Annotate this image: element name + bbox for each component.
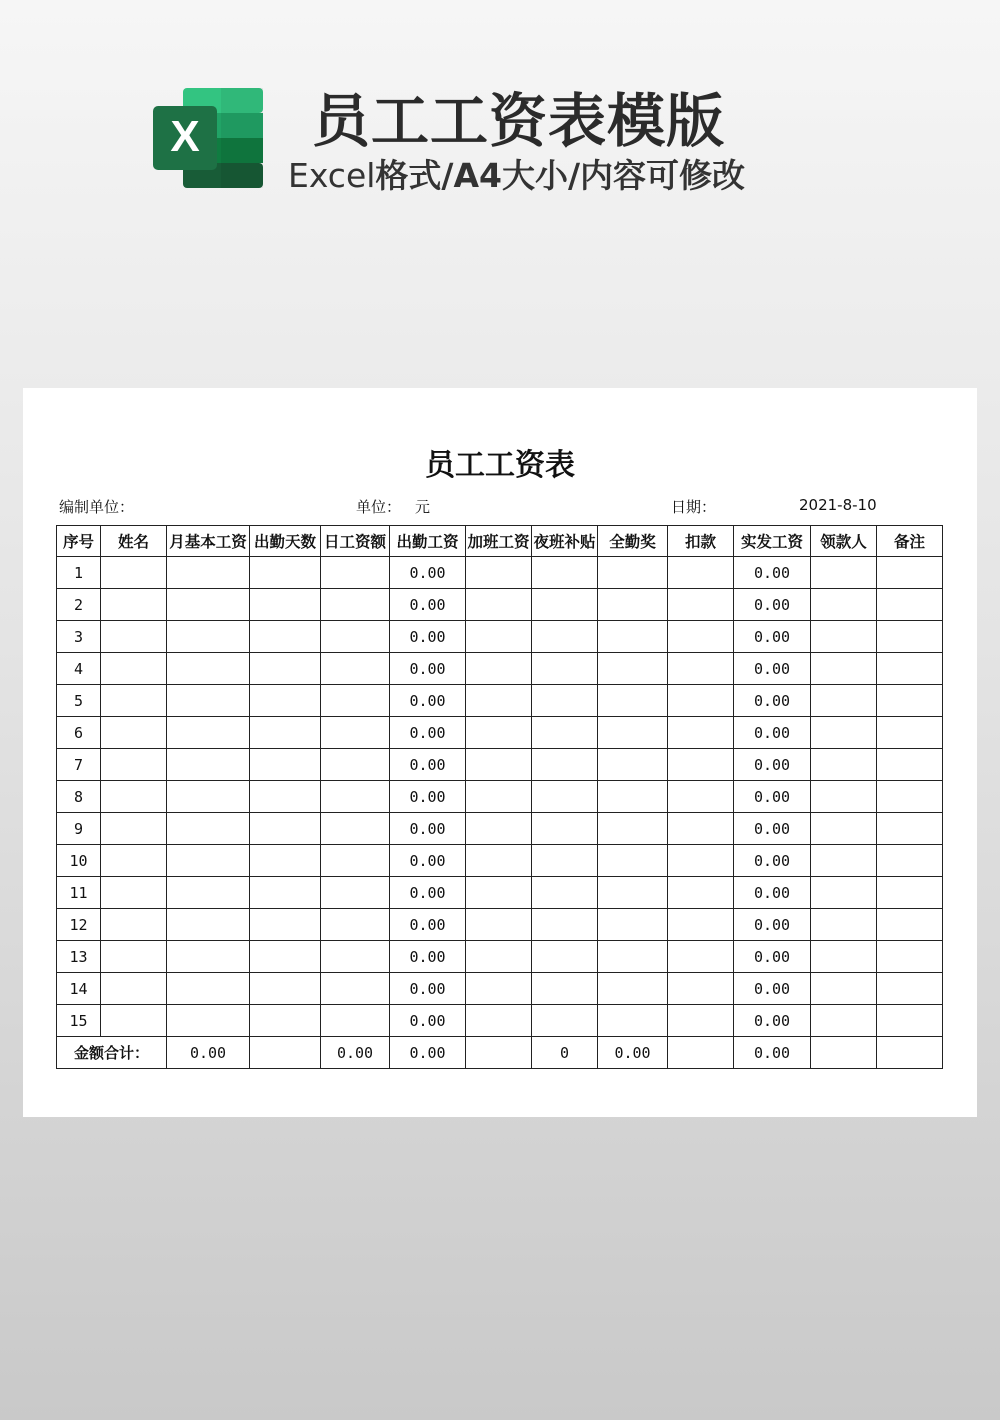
- table-cell[interactable]: [811, 845, 877, 877]
- table-cell[interactable]: 0.00: [734, 909, 811, 941]
- table-cell[interactable]: 0.00: [734, 589, 811, 621]
- table-cell[interactable]: 0.00: [734, 1005, 811, 1037]
- table-cell[interactable]: 0.00: [734, 621, 811, 653]
- total-cell[interactable]: [877, 1037, 943, 1069]
- table-cell[interactable]: [250, 781, 321, 813]
- table-cell[interactable]: [598, 685, 668, 717]
- table-cell[interactable]: [250, 845, 321, 877]
- table-cell[interactable]: [811, 749, 877, 781]
- table-cell[interactable]: 0.00: [734, 749, 811, 781]
- table-cell[interactable]: [811, 589, 877, 621]
- table-cell[interactable]: [532, 685, 598, 717]
- table-cell[interactable]: [598, 621, 668, 653]
- table-cell[interactable]: [877, 685, 943, 717]
- table-cell[interactable]: [668, 1005, 734, 1037]
- table-cell[interactable]: [250, 909, 321, 941]
- unit-label: 单位：: [356, 498, 402, 516]
- table-cell[interactable]: [811, 1005, 877, 1037]
- table-cell[interactable]: 0.00: [734, 781, 811, 813]
- table-cell[interactable]: [877, 1005, 943, 1037]
- table-cell[interactable]: 1: [57, 557, 101, 589]
- table-cell[interactable]: [532, 557, 598, 589]
- table-cell[interactable]: [668, 685, 734, 717]
- total-cell[interactable]: 0.00: [167, 1037, 250, 1069]
- table-cell[interactable]: [167, 973, 250, 1005]
- table-cell[interactable]: [598, 557, 668, 589]
- table-cell[interactable]: [321, 749, 390, 781]
- table-cell[interactable]: [250, 941, 321, 973]
- logo-letter: X: [170, 112, 200, 161]
- table-cell[interactable]: 2: [57, 589, 101, 621]
- column-header: 月基本工资: [167, 526, 250, 557]
- table-row: [57, 781, 943, 813]
- table-cell[interactable]: [250, 621, 321, 653]
- table-cell[interactable]: [250, 653, 321, 685]
- table-cell[interactable]: [668, 813, 734, 845]
- table-cell[interactable]: [598, 749, 668, 781]
- table-cell[interactable]: [250, 973, 321, 1005]
- table-cell[interactable]: [101, 1005, 167, 1037]
- table-cell[interactable]: [466, 557, 532, 589]
- table-cell[interactable]: [668, 749, 734, 781]
- table-cell[interactable]: [321, 717, 390, 749]
- table-row: [57, 717, 943, 749]
- table-row: [57, 845, 943, 877]
- table-cell[interactable]: [466, 845, 532, 877]
- table-cell[interactable]: [532, 1005, 598, 1037]
- table-row: [57, 653, 943, 685]
- table-cell[interactable]: [598, 909, 668, 941]
- table-cell[interactable]: [877, 813, 943, 845]
- column-header: 备注: [877, 526, 943, 557]
- date-label: 日期：: [671, 498, 717, 516]
- salary-table: [56, 525, 943, 1069]
- table-cell[interactable]: [598, 845, 668, 877]
- table-cell[interactable]: [101, 557, 167, 589]
- table-cell[interactable]: 0.00: [390, 941, 466, 973]
- table-cell[interactable]: [598, 589, 668, 621]
- table-cell[interactable]: [101, 909, 167, 941]
- table-cell[interactable]: 0.00: [390, 877, 466, 909]
- table-cell[interactable]: [250, 557, 321, 589]
- table-cell[interactable]: [877, 653, 943, 685]
- table-cell[interactable]: 0.00: [390, 717, 466, 749]
- table-cell[interactable]: [101, 973, 167, 1005]
- table-cell[interactable]: [466, 685, 532, 717]
- table-cell[interactable]: [321, 909, 390, 941]
- table-cell[interactable]: 0.00: [390, 653, 466, 685]
- table-cell[interactable]: 0.00: [734, 973, 811, 1005]
- table-cell[interactable]: [466, 781, 532, 813]
- table-cell[interactable]: [598, 813, 668, 845]
- table-cell[interactable]: 9: [57, 813, 101, 845]
- table-cell[interactable]: 0.00: [734, 941, 811, 973]
- table-cell[interactable]: [668, 845, 734, 877]
- table-row: [57, 685, 943, 717]
- table-cell[interactable]: [167, 717, 250, 749]
- table-cell[interactable]: [877, 941, 943, 973]
- banner-subtitle: [288, 150, 745, 197]
- table-cell[interactable]: 0.00: [390, 813, 466, 845]
- banner-subtitle-cn: 格式/A4大小/内容可修改: [375, 156, 746, 195]
- column-header: 夜班补贴: [532, 526, 598, 557]
- table-cell[interactable]: [321, 589, 390, 621]
- table-cell[interactable]: 4: [57, 653, 101, 685]
- table-cell[interactable]: [668, 621, 734, 653]
- table-cell[interactable]: [668, 941, 734, 973]
- table-cell[interactable]: [250, 685, 321, 717]
- table-cell[interactable]: [167, 877, 250, 909]
- column-header: 全勤奖: [598, 526, 668, 557]
- table-cell[interactable]: [167, 1005, 250, 1037]
- table-cell[interactable]: [167, 845, 250, 877]
- table-cell[interactable]: [532, 717, 598, 749]
- table-cell[interactable]: [101, 877, 167, 909]
- table-cell[interactable]: [321, 781, 390, 813]
- unit-value: 元: [415, 498, 431, 516]
- table-cell[interactable]: [668, 909, 734, 941]
- table-cell[interactable]: [811, 621, 877, 653]
- table-cell[interactable]: [321, 685, 390, 717]
- table-cell[interactable]: [532, 973, 598, 1005]
- table-cell[interactable]: [877, 589, 943, 621]
- column-header: 加班工资: [466, 526, 532, 557]
- total-row: [57, 1037, 943, 1069]
- table-cell[interactable]: [811, 557, 877, 589]
- total-cell[interactable]: [466, 1037, 532, 1069]
- table-row: [57, 749, 943, 781]
- table-cell[interactable]: [668, 973, 734, 1005]
- table-cell[interactable]: [877, 557, 943, 589]
- table-cell[interactable]: [877, 781, 943, 813]
- table-cell[interactable]: 15: [57, 1005, 101, 1037]
- total-cell[interactable]: 0: [532, 1037, 598, 1069]
- table-cell[interactable]: [167, 653, 250, 685]
- table-cell[interactable]: [877, 621, 943, 653]
- table-cell[interactable]: [250, 877, 321, 909]
- table-cell[interactable]: [321, 557, 390, 589]
- sheet-title: 员工工资表: [425, 448, 575, 483]
- table-cell[interactable]: [668, 717, 734, 749]
- table-cell[interactable]: [811, 685, 877, 717]
- table-cell[interactable]: [167, 685, 250, 717]
- table-row: [57, 1005, 943, 1037]
- table-cell[interactable]: [167, 749, 250, 781]
- table-row: [57, 973, 943, 1005]
- table-cell[interactable]: [668, 653, 734, 685]
- table-cell[interactable]: 3: [57, 621, 101, 653]
- table-cell[interactable]: [598, 653, 668, 685]
- table-cell[interactable]: [811, 653, 877, 685]
- compiler-label: 编制单位：: [59, 498, 135, 516]
- table-cell[interactable]: [321, 653, 390, 685]
- table-cell[interactable]: [466, 621, 532, 653]
- table-cell[interactable]: 0.00: [734, 653, 811, 685]
- banner: [0, 0, 1000, 220]
- table-cell[interactable]: [532, 909, 598, 941]
- table-cell[interactable]: [250, 813, 321, 845]
- table-cell[interactable]: [250, 717, 321, 749]
- table-cell[interactable]: 7: [57, 749, 101, 781]
- table-cell[interactable]: [167, 941, 250, 973]
- column-header: 序号: [57, 526, 101, 557]
- table-cell[interactable]: [466, 877, 532, 909]
- salary-sheet: [23, 388, 977, 1117]
- table-cell[interactable]: 0.00: [390, 621, 466, 653]
- table-cell[interactable]: [598, 781, 668, 813]
- table-cell[interactable]: [101, 685, 167, 717]
- table-cell[interactable]: 0.00: [390, 1005, 466, 1037]
- table-cell[interactable]: [167, 813, 250, 845]
- table-cell[interactable]: [598, 877, 668, 909]
- table-cell[interactable]: 5: [57, 685, 101, 717]
- table-cell[interactable]: 0.00: [390, 973, 466, 1005]
- table-cell[interactable]: [532, 941, 598, 973]
- table-cell[interactable]: [321, 973, 390, 1005]
- table-cell[interactable]: [321, 813, 390, 845]
- table-row: [57, 941, 943, 973]
- table-cell[interactable]: [167, 781, 250, 813]
- table-cell[interactable]: [321, 877, 390, 909]
- table-cell[interactable]: [466, 717, 532, 749]
- table-cell[interactable]: [466, 589, 532, 621]
- column-header: 日工资额: [321, 526, 390, 557]
- total-cell[interactable]: [250, 1037, 321, 1069]
- table-cell[interactable]: [250, 749, 321, 781]
- table-cell[interactable]: [877, 877, 943, 909]
- table-cell[interactable]: 0.00: [390, 845, 466, 877]
- table-cell[interactable]: [167, 621, 250, 653]
- table-cell[interactable]: [250, 1005, 321, 1037]
- banner-subtitle-en: Excel: [288, 156, 376, 195]
- table-cell[interactable]: 0.00: [734, 813, 811, 845]
- table-cell[interactable]: [598, 941, 668, 973]
- table-cell[interactable]: [167, 909, 250, 941]
- table-cell[interactable]: 0.00: [734, 717, 811, 749]
- unit-field: [356, 496, 430, 517]
- table-row: [57, 909, 943, 941]
- table-cell[interactable]: [532, 653, 598, 685]
- table-cell[interactable]: 0.00: [734, 557, 811, 589]
- table-cell[interactable]: [101, 717, 167, 749]
- banner-title: 员工工资表模版: [312, 87, 726, 155]
- table-cell[interactable]: [101, 781, 167, 813]
- table-cell[interactable]: [877, 717, 943, 749]
- total-cell[interactable]: [668, 1037, 734, 1069]
- table-cell[interactable]: [101, 589, 167, 621]
- table-cell[interactable]: [877, 973, 943, 1005]
- table-cell[interactable]: [101, 845, 167, 877]
- header-row: [57, 526, 943, 557]
- table-cell[interactable]: [466, 973, 532, 1005]
- table-cell[interactable]: [466, 813, 532, 845]
- table-cell[interactable]: 14: [57, 973, 101, 1005]
- table-cell[interactable]: 8: [57, 781, 101, 813]
- table-cell[interactable]: [877, 909, 943, 941]
- table-cell[interactable]: 0.00: [390, 589, 466, 621]
- table-cell[interactable]: 12: [57, 909, 101, 941]
- table-cell[interactable]: [668, 781, 734, 813]
- table-cell[interactable]: [101, 813, 167, 845]
- table-cell[interactable]: [101, 941, 167, 973]
- table-cell[interactable]: [466, 1005, 532, 1037]
- table-cell[interactable]: [668, 877, 734, 909]
- table-cell[interactable]: 6: [57, 717, 101, 749]
- table-cell[interactable]: 0.00: [390, 781, 466, 813]
- table-row: [57, 813, 943, 845]
- table-cell[interactable]: [598, 973, 668, 1005]
- table-cell[interactable]: [321, 845, 390, 877]
- table-cell[interactable]: [466, 941, 532, 973]
- table-cell[interactable]: [811, 717, 877, 749]
- table-cell[interactable]: [598, 717, 668, 749]
- table-cell[interactable]: 0.00: [734, 845, 811, 877]
- table-cell[interactable]: [466, 749, 532, 781]
- table-cell[interactable]: [167, 589, 250, 621]
- column-header: 出勤工资: [390, 526, 466, 557]
- table-cell[interactable]: [101, 653, 167, 685]
- table-cell[interactable]: [811, 877, 877, 909]
- table-cell[interactable]: [532, 749, 598, 781]
- column-header: 出勤天数: [250, 526, 321, 557]
- table-cell[interactable]: [532, 877, 598, 909]
- table-row: [57, 557, 943, 589]
- table-cell[interactable]: [167, 557, 250, 589]
- table-cell[interactable]: [321, 941, 390, 973]
- date-value: 2021-8-10: [799, 496, 877, 514]
- table-cell[interactable]: [598, 1005, 668, 1037]
- table-cell[interactable]: [532, 621, 598, 653]
- table-cell[interactable]: [321, 1005, 390, 1037]
- table-cell[interactable]: [250, 589, 321, 621]
- table-cell[interactable]: 0.00: [390, 557, 466, 589]
- table-cell[interactable]: [668, 589, 734, 621]
- table-cell[interactable]: [532, 845, 598, 877]
- table-cell[interactable]: 0.00: [734, 685, 811, 717]
- table-cell[interactable]: 0.00: [390, 909, 466, 941]
- table-cell[interactable]: 0.00: [390, 685, 466, 717]
- table-cell[interactable]: [877, 845, 943, 877]
- table-cell[interactable]: 10: [57, 845, 101, 877]
- total-cell[interactable]: 0.00: [734, 1037, 811, 1069]
- total-cell[interactable]: 0.00: [390, 1037, 466, 1069]
- table-cell[interactable]: [321, 621, 390, 653]
- column-header: 领款人: [811, 526, 877, 557]
- table-row: [57, 621, 943, 653]
- table-cell[interactable]: 11: [57, 877, 101, 909]
- total-label: 金额合计：: [57, 1037, 167, 1069]
- table-cell[interactable]: [811, 973, 877, 1005]
- table-cell[interactable]: 13: [57, 941, 101, 973]
- table-cell[interactable]: [811, 909, 877, 941]
- table-cell[interactable]: [532, 813, 598, 845]
- table-cell[interactable]: [532, 589, 598, 621]
- table-body: [57, 557, 943, 1069]
- table-cell[interactable]: [532, 781, 598, 813]
- excel-logo-icon: [153, 88, 263, 188]
- table-row: [57, 877, 943, 909]
- table-cell[interactable]: [877, 749, 943, 781]
- column-header: 姓名: [101, 526, 167, 557]
- total-cell[interactable]: 0.00: [598, 1037, 668, 1069]
- table-cell[interactable]: [466, 653, 532, 685]
- total-cell[interactable]: [811, 1037, 877, 1069]
- table-cell[interactable]: [466, 909, 532, 941]
- table-cell[interactable]: [811, 781, 877, 813]
- table-cell[interactable]: 0.00: [734, 877, 811, 909]
- column-header: 扣款: [668, 526, 734, 557]
- table-cell[interactable]: 0.00: [390, 749, 466, 781]
- total-cell[interactable]: 0.00: [321, 1037, 390, 1069]
- table-row: [57, 589, 943, 621]
- table-cell[interactable]: [668, 557, 734, 589]
- table-cell[interactable]: [101, 749, 167, 781]
- table-cell[interactable]: [101, 621, 167, 653]
- column-header: 实发工资: [734, 526, 811, 557]
- table-cell[interactable]: [811, 813, 877, 845]
- table-cell[interactable]: [811, 941, 877, 973]
